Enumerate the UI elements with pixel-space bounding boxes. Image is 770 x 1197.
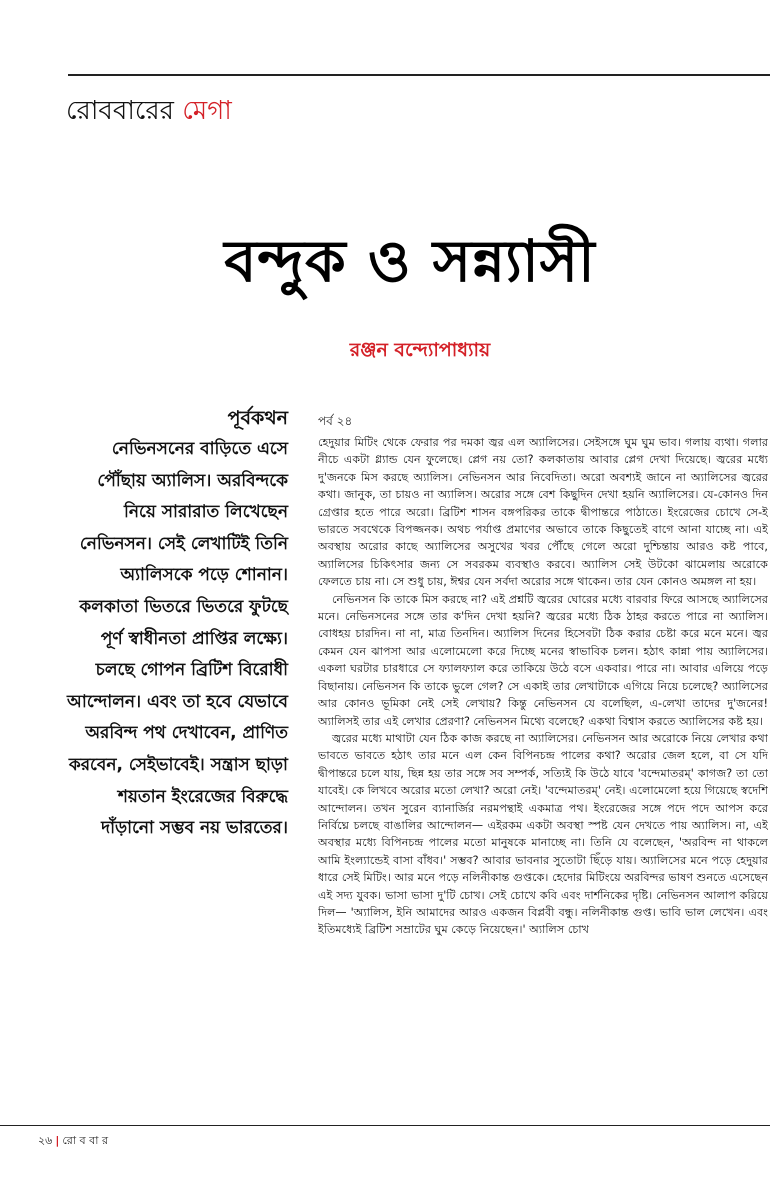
chapter-label: পর্ব ২৪ [318, 414, 353, 428]
footer-separator: | [55, 1134, 60, 1147]
publication-name: রো ব বা র [62, 1134, 109, 1147]
page-number: ২৬ [38, 1134, 53, 1147]
synopsis-text: নেভিনসনের বাড়িতে এসে পৌঁছায় অ্যালিস। অরবিন্দকে নিয়ে সারারাত লিখেছেন নেভিনসন। সেই লেখাটিই তিনি অ্যালিসকে পড়ে শোনান। কলকাতা ভিতরে ভিতরে ফুটছে পূর্ণ স্বাধীনতা প্রাপ্তির লক্ষ্যে। চলছে গোপন ব্রিটিশ বিরোধী আন্দোলন। এবং তা হবে যেভাবে অরবিন্দ পথ দেখাবেন, প্রাণিত করবেন, সেইভাবেই। সন্ত্রাস ছাড়া শয়তান ইংরেজের বিরুদ্ধে দাঁড়ানো সম্ভব নয় ভারতের। [67, 439, 288, 839]
story-title: বন্দুক ও সন্ন্যাসী [224, 227, 596, 295]
section-label-prefix: রোববারের [66, 96, 174, 126]
author-name: রঞ্জন বন্দ্যোপাধ্যায় [349, 339, 491, 361]
synopsis-box [62, 402, 288, 845]
article-paragraph: নেভিনসন কি তাকে মিস করছে না? এই প্রশ্নটি জ্বরের ঘোরের মধ্যে বারবার ফিরে আসছে অ্যালিসের মনে। নেভিনসনের সঙ্গে তার ক'দিন দেখা হয়নি? জ্বরের মধ্যে ঠিক ঠাহর করতে পারে না অ্যালিস। বোধহয় চারদিন। না না, মাত্র তিনদিন। অ্যালিস দিনের হিসেবটা ঠিক করার চেষ্টা করে মনে মনে। জ্বর কেমন যেন ঝাপসা আর এলোমেলো করে দিচ্ছে মনের স্বাভাবিক চলন। হঠাৎ কান্না পায় অ্যালিসের। একলা ঘরটার চারধারে সে ফ্যালফ্যাল করে তাকিয়ে উঠে বসে একবার। পারে না। আবার এলিয়ে পড়ে বিছানায়। নেভিনসন কি তাকে ভুলে গেল? সে একাই তার লেখাটাকে এগিয়ে নিয়ে চলেছে? অ্যালিসের আর কোনও ভূমিকা নেই সেই লেখায়? কিন্তু নেভিনসন যে বলেছিল, এ-লেখা তাদের দু'জনের! অ্যালিসই তার এই লেখার প্রেরণা? নেভিনসন মিথ্যে বলেছে? একথা বিশ্বাস করতে অ্যালিসের কষ্ট হয়। [318, 592, 768, 728]
bottom-rule [0, 1125, 770, 1126]
section-label [66, 93, 232, 129]
top-rule [68, 74, 770, 76]
section-label-accent: মেগা [182, 96, 232, 126]
article-paragraph: জ্বরের মধ্যে মাথাটা যেন ঠিক কাজ করছে না অ্যালিসের। নেভিনসন আর অরোকে নিয়ে লেখার কথা ভাবতে ভাবতে হঠাৎ তার মনে এল কেন বিপিনচন্দ্র পালের কথা? অরোর জেল হলে, বা সে যদি দ্বীপান্তরে চলে যায়, ছিন্ন হয় তার সঙ্গে সব সম্পর্ক, সত্যিই কি উঠে যাবে 'বন্দেমাতরম্' কাগজ? তা তো যাবেই। কে লিখবে অরোর মতো লেখা? অরো নেই। 'বন্দেমাতরম্' নেই। এলোমেলো হয়ে গিয়েছে স্বদেশি আন্দোলন। তখন সুরেন ব্যানার্জির নরমপন্থাই একমাত্র পথ। ইংরেজের সঙ্গে পদে পদে আপস করে নির্বিঘ্নে চলছে বাঙালির আন্দোলন— এইরকম একটা অবস্থা স্পষ্ট যেন দেখতে পায় অ্যালিস। না, এই অবস্থার মধ্যে বিপিনচন্দ্র পালের মতো মানুষকে মানাচ্ছে না। তিনি যে বলেছেন, 'অরবিন্দ না থাকলে আমি ইংল্যান্ডেই বাসা বাঁধব।' সম্ভব? আবার ভাবনার সুতোটা ছিঁড়ে যায়। অ্যালিসের মনে পড়ে হেদুয়ার ধারে সেই মিটিং। আর মনে পড়ে নলিনীকান্ত গুপ্তকে। হেদোর মিটিংয়ে অরবিন্দর ভাষণ শুনতে এসেছেন এই সদ্য যুবক। ভাসা ভাসা দু'টি চোখ। সেই চোখে কবি এবং দার্শনিকের দৃষ্টি। নেভিনসন আলাপ করিয়ে দিল— 'অ্যালিস, ইনি আমাদের আরও একজন বিপ্লবী বন্ধু। নলিনীকান্ত গুপ্ত। ভাবি ভাল লেখেন। এবং ইতিমধ্যেই ব্রিটিশ সম্রাটের ঘুম কেড়ে নিয়েছেন।' অ্যালিস চোখ [318, 731, 768, 937]
synopsis-heading: পূর্বকথন [227, 407, 288, 429]
page-footer [38, 1133, 108, 1149]
article-body [318, 434, 768, 1104]
article-paragraph: হেদুয়ার মিটিং থেকে ফেরার পর দমকা জ্বর এল অ্যালিসের। সেইসঙ্গে ঘুম ঘুম ভাব। গলায় ব্যথা। গলার নীচে একটা গ্ল্যান্ড যেন ফুলেছে। প্লেগ নয় তো? কলকাতায় আবার প্লেগ দেখা দিয়েছে। জ্বরের মধ্যে দু'জনকে মিস করছে অ্যালিস। নেভিনসন আর নিবেদিতা। অরো অবশ্যই জানে না অ্যালিসের জ্বরের কথা। জানুক, তা চায়ও না অ্যালিস। অরোর সঙ্গে বেশ কিছুদিন দেখা হয়নি অ্যালিসের। যে-কোনও দিন গ্রেপ্তার হতে পারে অরো। ব্রিটিশ শাসন বঙ্গপরিকর তাকে দ্বীপান্তরে পাঠাতে। ইংরেজের চোখে সে-ই ভারতে সবথেকে বিপজ্জনক। অথচ পর্যাপ্ত প্রমাণের অভাবে তাকে কিছুতেই বাগে আনা যাচ্ছে না। এই অবস্থায় অরোর কাছে অ্যালিসের অসুখের খবর পৌঁছে গেলে অরো দুশ্চিন্তায় আরও কষ্ট পাবে, অ্যালিসের চিকিৎসার জন্য সে সবরকম ব্যবস্থাও করবে। অ্যালিস সেই উটকো ঝামেলায় অরোকে ফেলতে চায় না। সে শুধু চায়, ঈশ্বর যেন সর্বদা অরোর সঙ্গে থাকেন। তার যেন কোনও অমঙ্গল না হয়। [318, 436, 768, 589]
